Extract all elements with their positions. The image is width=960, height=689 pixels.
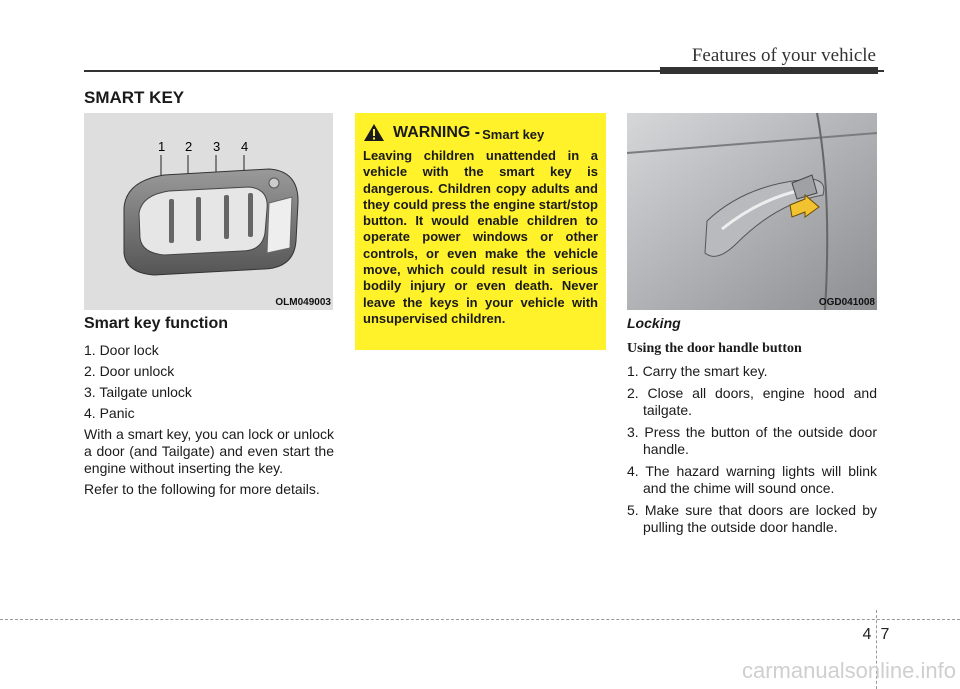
section-title: SMART KEY bbox=[84, 88, 185, 107]
warning-label: WARNING - bbox=[393, 123, 481, 141]
door-handle-illustration bbox=[627, 113, 877, 310]
warning-box bbox=[355, 113, 606, 350]
list-item: 4. The hazard warning lights will blink and the chime will sound once. bbox=[627, 463, 877, 496]
page-index: 7 bbox=[880, 626, 890, 643]
callout-3: 3 bbox=[213, 139, 221, 154]
warning-triangle-icon bbox=[363, 123, 385, 142]
list-item: 1. Door lock bbox=[84, 342, 159, 358]
smart-key-description: With a smart key, you can lock or unlock a door (and Tailgate) and even start the engine without inserting the key. bbox=[84, 426, 334, 476]
warning-subject: Smart key bbox=[482, 126, 545, 142]
callout-4: 4 bbox=[241, 139, 249, 154]
list-item: 4. Panic bbox=[84, 405, 135, 421]
smart-key-function-column bbox=[84, 315, 334, 498]
list-item: 1. Carry the smart key. bbox=[627, 363, 768, 379]
list-item: 5. Make sure that doors are locked by pulling the outside door handle. bbox=[627, 502, 877, 535]
warning-text: Leaving children unattended in a vehicle with the smart key is dangerous. Children copy adults and they could press the engine start/stop button. It would enable children to operate power windows or other controls, or even make the vehicle move, which could result in serious bodily injury or even death. Never leave the keys in your vehicle with unsupervised children. bbox=[363, 148, 598, 326]
door-handle-button-subheading: Using the door handle button bbox=[627, 341, 802, 356]
smart-key-figure bbox=[84, 113, 333, 310]
watermark: carmanualsonline.info bbox=[741, 658, 956, 683]
smart-key-function-heading: Smart key function bbox=[84, 315, 229, 332]
figure-code-door: OGD041008 bbox=[818, 297, 875, 308]
list-item: 2. Close all doors, engine hood and tailgate. bbox=[627, 385, 877, 418]
page-chapter: 4 bbox=[862, 626, 872, 643]
callout-2: 2 bbox=[185, 139, 193, 154]
smart-key-illustration bbox=[84, 113, 333, 310]
header-title: Features of your vehicle bbox=[691, 45, 876, 66]
list-item: 3. Press the button of the outside door handle. bbox=[627, 424, 877, 457]
list-item: 3. Tailgate unlock bbox=[84, 384, 192, 400]
warning-header bbox=[363, 123, 598, 142]
refer-note: Refer to the following for more details. bbox=[84, 481, 320, 497]
callout-1: 1 bbox=[158, 139, 166, 154]
locking-column bbox=[627, 315, 877, 541]
header-rule-accent bbox=[660, 67, 878, 74]
footer-rule bbox=[0, 619, 960, 620]
page-number bbox=[858, 626, 894, 644]
list-item: 2. Door unlock bbox=[84, 363, 175, 379]
door-handle-figure bbox=[627, 113, 877, 310]
figure-code-key: OLM049003 bbox=[275, 297, 331, 308]
locking-heading: Locking bbox=[627, 315, 681, 331]
